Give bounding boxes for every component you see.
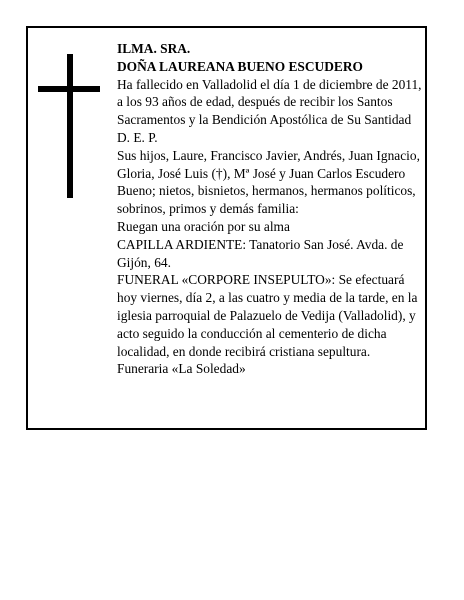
funeral-home: Funeraria «La Soledad»	[117, 361, 246, 377]
death-statement: Ha fallecido en Valladolid el día 1 de diciembre de 2011, a los 93 años de edad, después de recibir los Santos Sacramentos y la Bendición Apostólica de Su Santidad	[117, 76, 422, 128]
rest-in-peace: D. E. P.	[117, 129, 158, 145]
family-members: Sus hijos, Laure, Francisco Javier, Andrés, Juan Ignacio, Gloria, José Luis (†), Mª José y Juan Carlos Escudero Bueno; nietos, bisnietos, hermanos, hermanos políticos, sobrinos, primos y demás familia:	[117, 147, 420, 217]
deceased-name: DOÑA LAUREANA BUENO ESCUDERO	[117, 58, 363, 74]
cross-icon	[38, 54, 100, 198]
notice-text	[117, 40, 423, 378]
funeral-details: FUNERAL «CORPORE INSEPULTO»: Se efectuará hoy viernes, día 2, a las cuatro y media de la tarde, en la iglesia parroquial de Palazuelo de Vedija (Valladolid), y acto seguido la conducción al cementerio de dicha localidad, en donde recibirá cristiana sepultura.	[117, 272, 418, 359]
honorific: ILMA. SRA.	[117, 41, 191, 56]
cross-horizontal-bar	[38, 86, 100, 92]
chapel-details: CAPILLA ARDIENTE: Tanatorio San José. Avda. de Gijón, 64.	[117, 236, 404, 270]
obituary-notice	[26, 26, 427, 430]
prayer-request: Ruegan una oración por su alma	[117, 218, 290, 234]
cross-vertical-bar	[67, 54, 73, 198]
